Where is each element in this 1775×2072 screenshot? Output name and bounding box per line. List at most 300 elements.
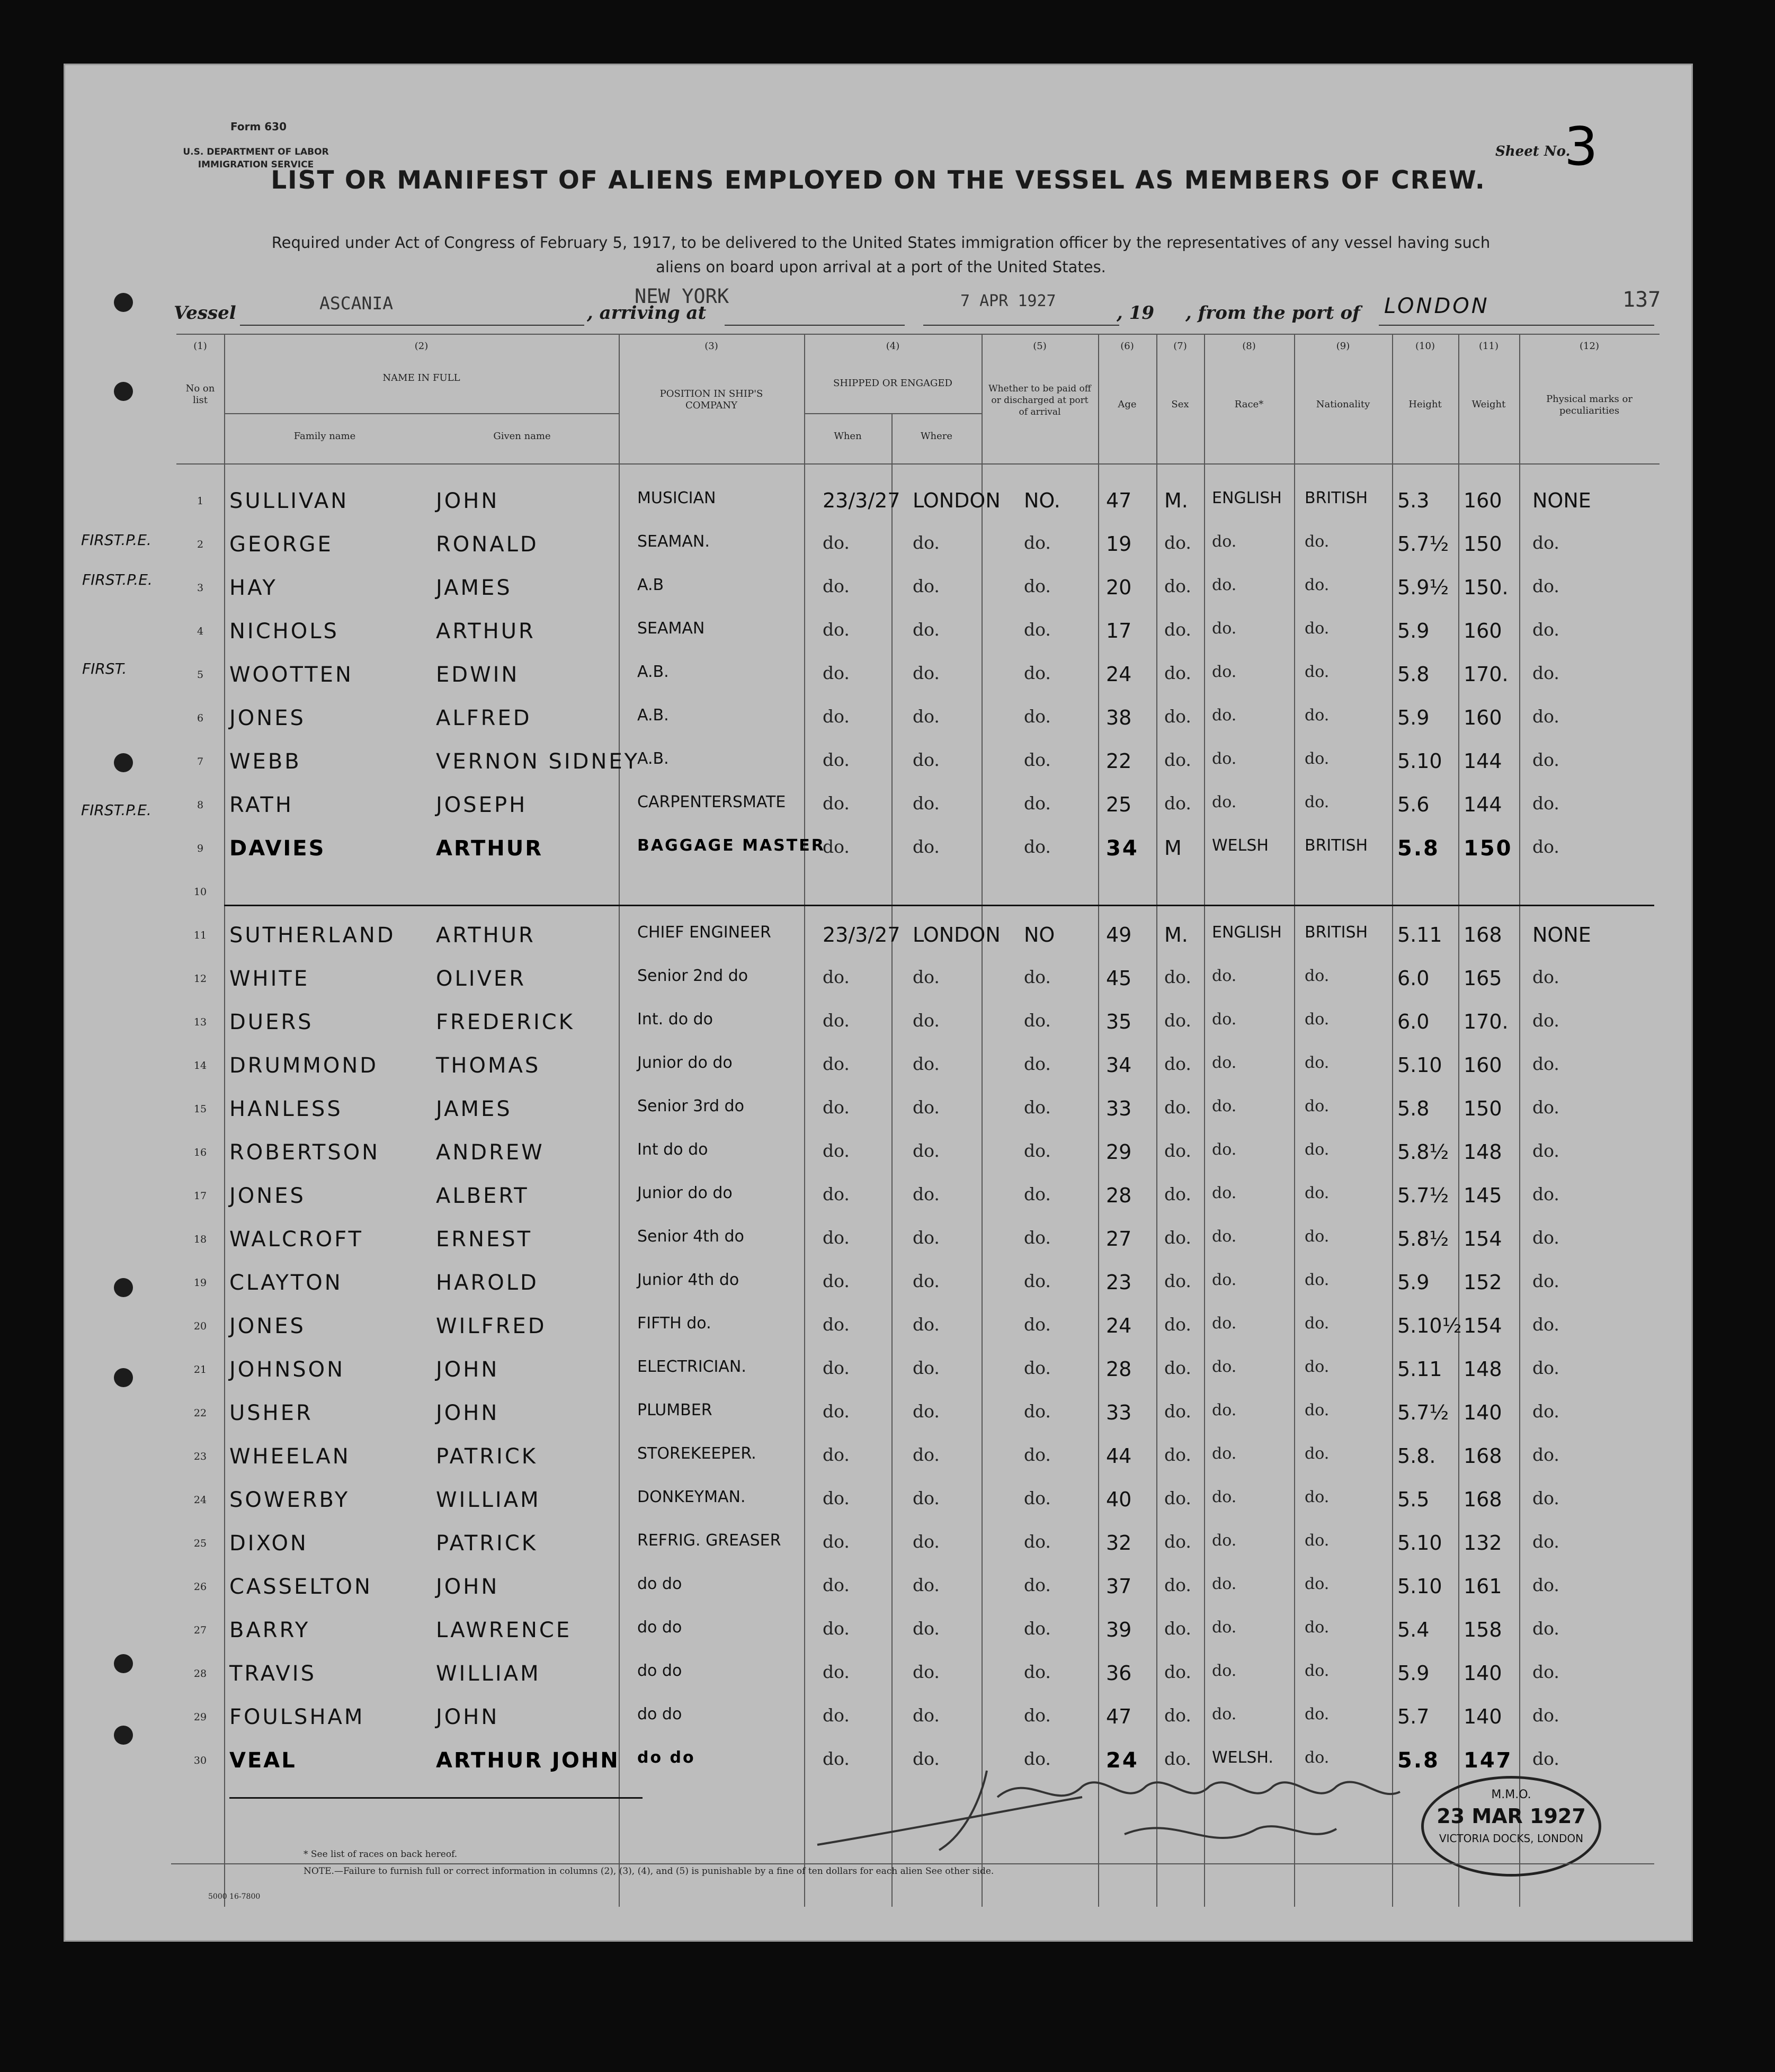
arrival-date-stamp: 7 APR 1927 bbox=[960, 292, 1056, 310]
row-number: 13 bbox=[193, 1016, 207, 1028]
cell-sex: M. bbox=[1164, 923, 1188, 946]
cell-marks: do. bbox=[1532, 836, 1559, 857]
cell-marks: do. bbox=[1532, 619, 1559, 640]
cell-where: do. bbox=[913, 1705, 940, 1726]
cell-marks: do. bbox=[1532, 793, 1559, 814]
cell-where: do. bbox=[913, 1531, 940, 1552]
cell-weight: 170. bbox=[1464, 1010, 1509, 1033]
cell-when: do. bbox=[823, 1357, 850, 1378]
cell-given: PATRICK bbox=[436, 1531, 538, 1556]
cell-where: do. bbox=[913, 1748, 940, 1769]
cell-position: A.B bbox=[637, 576, 664, 594]
cell-marks: NONE bbox=[1532, 489, 1591, 512]
cell-when: do. bbox=[823, 1140, 850, 1161]
cell-race: do. bbox=[1212, 619, 1237, 638]
margin-note: FIRST.P.E. bbox=[81, 801, 151, 819]
race-footnote: * See list of races on back hereof. bbox=[304, 1849, 458, 1860]
cell-when: do. bbox=[823, 836, 850, 857]
sheet-label: Sheet No. bbox=[1495, 144, 1571, 159]
arriving-label: , arriving at bbox=[587, 302, 707, 324]
cell-nat: do. bbox=[1305, 1053, 1330, 1072]
cell-weight: 152 bbox=[1464, 1271, 1502, 1294]
cell-sex: do. bbox=[1164, 1618, 1191, 1639]
cell-paid: do. bbox=[1024, 1401, 1051, 1422]
cell-weight: 158 bbox=[1464, 1618, 1502, 1641]
cell-marks: do. bbox=[1532, 1053, 1559, 1074]
rule bbox=[1379, 325, 1654, 326]
cell-weight: 165 bbox=[1464, 967, 1502, 990]
cell-family: HANLESS bbox=[229, 1097, 343, 1121]
column-header-height: Height bbox=[1408, 399, 1442, 410]
punch-hole bbox=[114, 1368, 133, 1387]
cell-family: DIXON bbox=[229, 1531, 308, 1556]
cell-age: 27 bbox=[1106, 1227, 1132, 1251]
cell-when: do. bbox=[823, 1705, 850, 1726]
row-number: 1 bbox=[197, 495, 204, 507]
column-header-physical-marks: Physical marks or peculiarities bbox=[1546, 394, 1633, 416]
cell-family: WALCROFT bbox=[229, 1227, 363, 1252]
cell-given: PATRICK bbox=[436, 1444, 538, 1469]
row-number: 5 bbox=[197, 669, 204, 681]
cell-nat: BRITISH bbox=[1305, 836, 1368, 855]
cell-sex: do. bbox=[1164, 1401, 1191, 1422]
cell-given: ARTHUR JOHN bbox=[436, 1748, 620, 1773]
cell-nat: do. bbox=[1305, 1488, 1330, 1506]
cell-when: do. bbox=[823, 706, 850, 727]
cell-when: do. bbox=[823, 1575, 850, 1595]
cell-when: 23/3/27 bbox=[823, 489, 900, 512]
cell-marks: do. bbox=[1532, 1618, 1559, 1639]
stamp-bottom-text: VICTORIA DOCKS, LONDON bbox=[1439, 1832, 1584, 1845]
cell-weight: 147 bbox=[1464, 1748, 1513, 1773]
cell-age: 28 bbox=[1106, 1357, 1132, 1381]
cell-given: WILLIAM bbox=[436, 1488, 541, 1512]
cell-family: JONES bbox=[229, 1314, 306, 1338]
cell-given: HAROLD bbox=[436, 1271, 539, 1295]
cell-where: do. bbox=[913, 793, 940, 814]
cell-height: 5.9 bbox=[1397, 1271, 1430, 1294]
cell-nat: do. bbox=[1305, 1705, 1330, 1723]
column-number: (2) bbox=[414, 341, 429, 352]
cell-race: do. bbox=[1212, 749, 1237, 768]
cell-height: 5.7½ bbox=[1397, 1184, 1449, 1207]
column-rule bbox=[804, 334, 805, 1907]
row-number: 6 bbox=[197, 712, 204, 724]
cell-given: ARTHUR bbox=[436, 619, 536, 644]
cell-when: do. bbox=[823, 663, 850, 683]
cell-height: 5.8 bbox=[1397, 663, 1430, 686]
cell-age: 24 bbox=[1106, 1314, 1132, 1337]
cell-race: do. bbox=[1212, 706, 1237, 725]
cell-when: do. bbox=[823, 1314, 850, 1335]
column-header-paid-off: Whether to be paid off or discharged at port of arrival bbox=[988, 383, 1091, 417]
cell-given: EDWIN bbox=[436, 663, 520, 687]
cell-marks: do. bbox=[1532, 1184, 1559, 1204]
column-rule bbox=[224, 334, 225, 1907]
column-header-given-name: Given name bbox=[493, 431, 551, 442]
cell-where: do. bbox=[913, 1053, 940, 1074]
cell-height: 5.8½ bbox=[1397, 1227, 1449, 1251]
cell-where: do. bbox=[913, 663, 940, 683]
department-label: U.S. DEPARTMENT OF LABOR bbox=[183, 147, 329, 157]
cell-weight: 154 bbox=[1464, 1314, 1502, 1337]
cell-paid: do. bbox=[1024, 1618, 1051, 1639]
row-number: 15 bbox=[193, 1103, 207, 1115]
column-header-name: NAME IN FULL bbox=[382, 372, 460, 383]
cell-family: HAY bbox=[229, 576, 278, 600]
cell-race: do. bbox=[1212, 793, 1237, 811]
cell-where: do. bbox=[913, 749, 940, 770]
cell-paid: do. bbox=[1024, 1097, 1051, 1118]
column-header-weight: Weight bbox=[1471, 399, 1506, 410]
column-rule bbox=[1392, 334, 1393, 1907]
cell-family: DUERS bbox=[229, 1010, 314, 1034]
cell-nat: BRITISH bbox=[1305, 923, 1368, 942]
row-number: 2 bbox=[197, 539, 204, 550]
cell-race: do. bbox=[1212, 1401, 1237, 1419]
cell-weight: 148 bbox=[1464, 1140, 1502, 1164]
cell-height: 5.9 bbox=[1397, 706, 1430, 729]
cell-race: WELSH. bbox=[1212, 1748, 1273, 1767]
cell-given: RONALD bbox=[436, 532, 539, 557]
cell-position: DONKEYMAN. bbox=[637, 1488, 746, 1506]
cell-position: Senior 3rd do bbox=[637, 1097, 744, 1115]
row-number: 30 bbox=[193, 1755, 207, 1766]
cell-sex: do. bbox=[1164, 576, 1191, 596]
column-header-nationality: Nationality bbox=[1316, 399, 1370, 410]
footer-rule bbox=[171, 1863, 1654, 1864]
cell-paid: do. bbox=[1024, 1053, 1051, 1074]
cell-marks: do. bbox=[1532, 1488, 1559, 1508]
cell-sex: do. bbox=[1164, 1531, 1191, 1552]
subheader-rule bbox=[224, 413, 619, 414]
cell-height: 5.10½ bbox=[1397, 1314, 1462, 1337]
cell-nat: do. bbox=[1305, 793, 1330, 811]
cell-when: do. bbox=[823, 967, 850, 987]
cell-race: do. bbox=[1212, 1575, 1237, 1593]
column-header-position: POSITION IN SHIP'S COMPANY bbox=[659, 388, 763, 411]
cell-race: do. bbox=[1212, 1053, 1237, 1072]
cell-paid: do. bbox=[1024, 1227, 1051, 1248]
officer-signature bbox=[807, 1749, 1416, 1871]
cell-family: DAVIES bbox=[229, 836, 326, 861]
cell-age: 49 bbox=[1106, 923, 1132, 946]
stamp-date: 23 MAR 1927 bbox=[1437, 1805, 1586, 1828]
cell-nat: do. bbox=[1305, 1575, 1330, 1593]
cell-race: WELSH bbox=[1212, 836, 1269, 855]
column-rule bbox=[982, 334, 983, 1907]
cell-height: 5.11 bbox=[1397, 1357, 1442, 1381]
cell-sex: do. bbox=[1164, 1097, 1191, 1118]
cell-marks: do. bbox=[1532, 1575, 1559, 1595]
column-header-age: Age bbox=[1118, 399, 1137, 410]
cell-height: 5.3 bbox=[1397, 489, 1430, 512]
column-rule bbox=[1519, 334, 1520, 1907]
cell-position: do do bbox=[637, 1618, 682, 1637]
cell-weight: 168 bbox=[1464, 1488, 1502, 1511]
cell-where: do. bbox=[913, 1575, 940, 1595]
cell-age: 24 bbox=[1106, 1748, 1139, 1773]
column-header-no-on-list: No on list bbox=[185, 383, 215, 406]
cell-nat: do. bbox=[1305, 749, 1330, 768]
cell-age: 25 bbox=[1106, 793, 1132, 816]
cell-family: JOHNSON bbox=[229, 1357, 345, 1382]
cell-nat: do. bbox=[1305, 1531, 1330, 1550]
cell-marks: do. bbox=[1532, 1140, 1559, 1161]
cell-age: 40 bbox=[1106, 1488, 1132, 1511]
cell-sex: do. bbox=[1164, 1140, 1191, 1161]
cell-race: do. bbox=[1212, 1488, 1237, 1506]
cell-family: WEBB bbox=[229, 749, 301, 774]
cell-marks: do. bbox=[1532, 1357, 1559, 1378]
cell-given: JOHN bbox=[436, 1575, 500, 1599]
cell-paid: do. bbox=[1024, 1488, 1051, 1508]
cell-nat: do. bbox=[1305, 576, 1330, 594]
column-rule bbox=[619, 334, 620, 1907]
cell-nat: do. bbox=[1305, 1357, 1330, 1376]
cell-sex: do. bbox=[1164, 1748, 1191, 1769]
row-number: 17 bbox=[193, 1190, 207, 1202]
cell-paid: do. bbox=[1024, 576, 1051, 596]
cell-where: do. bbox=[913, 1488, 940, 1508]
cell-when: do. bbox=[823, 532, 850, 553]
cell-nat: do. bbox=[1305, 1748, 1330, 1767]
cell-height: 5.8. bbox=[1397, 1444, 1436, 1468]
subtitle-line: aliens on board upon arrival at a port of the United States. bbox=[656, 258, 1106, 276]
cell-where: do. bbox=[913, 1444, 940, 1465]
cell-marks: do. bbox=[1532, 1401, 1559, 1422]
cell-when: do. bbox=[823, 1401, 850, 1422]
cell-race: do. bbox=[1212, 1140, 1237, 1159]
cell-sex: do. bbox=[1164, 967, 1191, 987]
cell-where: do. bbox=[913, 836, 940, 857]
cell-height: 5.7½ bbox=[1397, 1401, 1449, 1424]
row-number: 27 bbox=[193, 1624, 207, 1636]
cell-sex: do. bbox=[1164, 1271, 1191, 1291]
cell-race: do. bbox=[1212, 1227, 1237, 1246]
cell-weight: 148 bbox=[1464, 1357, 1502, 1381]
cell-nat: do. bbox=[1305, 1227, 1330, 1246]
cell-height: 5.9 bbox=[1397, 619, 1430, 642]
cell-given: LAWRENCE bbox=[436, 1618, 572, 1642]
cell-position: do do bbox=[637, 1662, 682, 1680]
cell-weight: 150 bbox=[1464, 836, 1513, 861]
cell-nat: do. bbox=[1305, 1271, 1330, 1289]
cell-race: do. bbox=[1212, 663, 1237, 681]
cell-height: 5.4 bbox=[1397, 1618, 1430, 1641]
cell-paid: do. bbox=[1024, 1705, 1051, 1726]
cell-position: Junior 4th do bbox=[637, 1271, 739, 1289]
cell-nat: do. bbox=[1305, 1140, 1330, 1159]
cell-sex: do. bbox=[1164, 1705, 1191, 1726]
cell-sex: do. bbox=[1164, 1357, 1191, 1378]
manifest-sheet bbox=[64, 64, 1693, 1942]
column-header-race: Race* bbox=[1234, 399, 1264, 410]
cell-given: JOHN bbox=[436, 489, 500, 513]
margin-note: FIRST. bbox=[82, 660, 127, 677]
cell-family: WHEELAN bbox=[229, 1444, 351, 1469]
row-number: 11 bbox=[193, 930, 207, 941]
cell-where: do. bbox=[913, 576, 940, 596]
column-rule bbox=[1204, 334, 1205, 1907]
column-header-sex: Sex bbox=[1171, 399, 1189, 410]
cell-paid: do. bbox=[1024, 706, 1051, 727]
row-number: 23 bbox=[193, 1451, 207, 1462]
column-header-family-name: Family name bbox=[293, 431, 356, 442]
cell-sex: do. bbox=[1164, 1444, 1191, 1465]
cell-position: do do bbox=[637, 1575, 682, 1593]
cell-race: ENGLISH bbox=[1212, 923, 1282, 942]
cell-weight: 150 bbox=[1464, 1097, 1502, 1120]
cell-family: VEAL bbox=[229, 1748, 297, 1773]
row-number: 20 bbox=[193, 1320, 207, 1332]
from-port: LONDON bbox=[1384, 294, 1489, 318]
cell-weight: 154 bbox=[1464, 1227, 1502, 1251]
cell-paid: NO. bbox=[1024, 489, 1060, 512]
cell-marks: do. bbox=[1532, 1662, 1559, 1682]
row-number: 8 bbox=[197, 799, 204, 811]
punch-hole bbox=[114, 1726, 133, 1745]
cell-paid: do. bbox=[1024, 1575, 1051, 1595]
punch-hole bbox=[114, 382, 133, 401]
cell-paid: do. bbox=[1024, 619, 1051, 640]
cell-given: OLIVER bbox=[436, 967, 526, 991]
form-number: Form 630 bbox=[230, 120, 287, 133]
cell-age: 38 bbox=[1106, 706, 1132, 729]
rule bbox=[240, 325, 584, 326]
section-divider bbox=[224, 905, 1654, 906]
column-number: (4) bbox=[886, 341, 900, 352]
cell-age: 32 bbox=[1106, 1531, 1132, 1555]
cell-marks: do. bbox=[1532, 1271, 1559, 1291]
punch-hole bbox=[114, 753, 133, 772]
cell-paid: do. bbox=[1024, 663, 1051, 683]
cell-when: do. bbox=[823, 576, 850, 596]
cell-paid: do. bbox=[1024, 1010, 1051, 1031]
cell-height: 6.0 bbox=[1397, 967, 1430, 990]
cell-family: USHER bbox=[229, 1401, 313, 1425]
cell-family: SOWERBY bbox=[229, 1488, 350, 1512]
print-code: 5000 16-7800 bbox=[208, 1892, 261, 1901]
cell-height: 5.8 bbox=[1397, 1748, 1440, 1773]
cell-race: do. bbox=[1212, 1097, 1237, 1115]
cell-position: CHIEF ENGINEER bbox=[637, 923, 771, 942]
column-number: (7) bbox=[1173, 341, 1187, 352]
cell-race: do. bbox=[1212, 532, 1237, 551]
cell-marks: do. bbox=[1532, 576, 1559, 596]
cell-position: PLUMBER bbox=[637, 1401, 712, 1419]
cell-sex: do. bbox=[1164, 793, 1191, 814]
cell-height: 5.10 bbox=[1397, 1575, 1442, 1598]
cell-marks: do. bbox=[1532, 1010, 1559, 1031]
cell-position: Junior do do bbox=[637, 1053, 733, 1072]
margin-note: FIRST.P.E. bbox=[82, 571, 153, 588]
subtitle-line: Required under Act of Congress of February 5, 1917, to be delivered to the United States immigration officer by the representatives of any vessel having such bbox=[271, 234, 1491, 252]
cell-sex: do. bbox=[1164, 1575, 1191, 1595]
row-number: 14 bbox=[193, 1060, 207, 1071]
cell-when: do. bbox=[823, 1531, 850, 1552]
cell-height: 5.5 bbox=[1397, 1488, 1430, 1511]
cell-family: SUTHERLAND bbox=[229, 923, 396, 948]
cell-paid: do. bbox=[1024, 1357, 1051, 1378]
cell-paid: do. bbox=[1024, 532, 1051, 553]
cell-where: do. bbox=[913, 1401, 940, 1422]
cell-sex: do. bbox=[1164, 1314, 1191, 1335]
sheet-number: 3 bbox=[1564, 115, 1600, 177]
cell-position: A.B. bbox=[637, 706, 669, 725]
cell-given: THOMAS bbox=[436, 1053, 541, 1078]
stamp-top-text: M.M.O. bbox=[1491, 1788, 1531, 1801]
cell-nat: do. bbox=[1305, 1184, 1330, 1202]
cell-given: ARTHUR bbox=[436, 836, 543, 861]
cell-family: JONES bbox=[229, 1184, 306, 1208]
column-number: (10) bbox=[1415, 341, 1435, 352]
cell-marks: do. bbox=[1532, 532, 1559, 553]
cell-marks: do. bbox=[1532, 663, 1559, 683]
cell-where: do. bbox=[913, 1184, 940, 1204]
cell-position: A.B. bbox=[637, 663, 669, 681]
cell-race: do. bbox=[1212, 1314, 1237, 1333]
cell-sex: M. bbox=[1164, 489, 1188, 512]
cell-marks: do. bbox=[1532, 1314, 1559, 1335]
cell-race: do. bbox=[1212, 1357, 1237, 1376]
cell-family: TRAVIS bbox=[229, 1662, 316, 1686]
cell-height: 5.8 bbox=[1397, 836, 1440, 861]
service-label: IMMIGRATION SERVICE bbox=[198, 159, 314, 170]
cell-family: DRUMMOND bbox=[229, 1053, 379, 1078]
cell-when: do. bbox=[823, 1053, 850, 1074]
page-title: LIST OR MANIFEST OF ALIENS EMPLOYED ON THE VESSEL AS MEMBERS OF CREW. bbox=[271, 166, 1486, 195]
cell-age: 34 bbox=[1106, 1053, 1132, 1077]
cell-nat: do. bbox=[1305, 967, 1330, 985]
cell-age: 34 bbox=[1106, 836, 1139, 861]
year-label: , 19 bbox=[1117, 302, 1154, 324]
cell-given: FREDERICK bbox=[436, 1010, 575, 1034]
column-number: (11) bbox=[1479, 341, 1499, 352]
cell-when: do. bbox=[823, 1444, 850, 1465]
cell-race: do. bbox=[1212, 1705, 1237, 1723]
row-number: 7 bbox=[197, 756, 204, 767]
cell-sex: do. bbox=[1164, 749, 1191, 770]
cell-family: WHITE bbox=[229, 967, 310, 991]
cell-where: do. bbox=[913, 706, 940, 727]
cell-height: 5.10 bbox=[1397, 1053, 1442, 1077]
cell-when: do. bbox=[823, 1488, 850, 1508]
row-number: 26 bbox=[193, 1581, 207, 1593]
cell-given: ANDREW bbox=[436, 1140, 545, 1165]
cell-sex: do. bbox=[1164, 1184, 1191, 1204]
cell-race: do. bbox=[1212, 1444, 1237, 1463]
column-rule bbox=[1098, 334, 1099, 1907]
cell-height: 5.8½ bbox=[1397, 1140, 1449, 1164]
cell-family: JONES bbox=[229, 706, 306, 730]
cell-family: RATH bbox=[229, 793, 293, 817]
cell-where: do. bbox=[913, 1357, 940, 1378]
cell-position: Senior 4th do bbox=[637, 1227, 744, 1246]
cell-family: ROBERTSON bbox=[229, 1140, 380, 1165]
cell-where: do. bbox=[913, 1662, 940, 1682]
cell-age: 44 bbox=[1106, 1444, 1132, 1468]
cell-position: Int. do do bbox=[637, 1010, 713, 1029]
row-number: 12 bbox=[193, 973, 207, 985]
cell-nat: do. bbox=[1305, 1010, 1330, 1029]
cell-age: 28 bbox=[1106, 1184, 1132, 1207]
cell-height: 5.7 bbox=[1397, 1705, 1430, 1728]
cell-position: MUSICIAN bbox=[637, 489, 716, 507]
cell-paid: do. bbox=[1024, 1140, 1051, 1161]
cell-marks: do. bbox=[1532, 1097, 1559, 1118]
cell-position: do do bbox=[637, 1705, 682, 1723]
